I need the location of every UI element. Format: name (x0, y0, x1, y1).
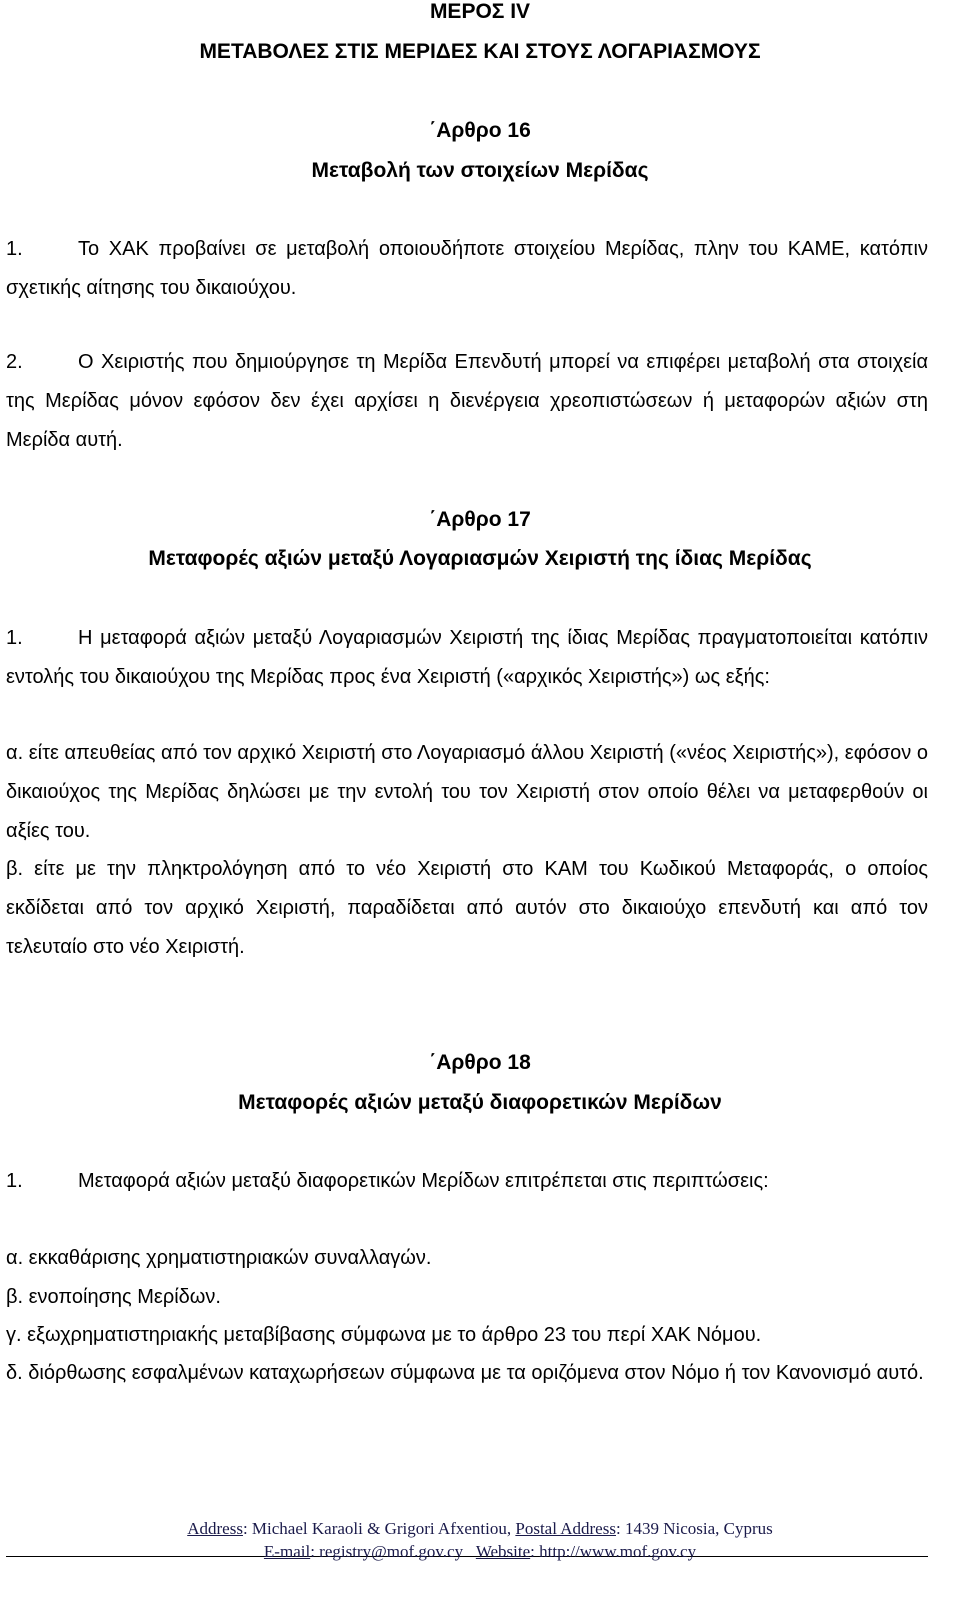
postal-address-label: Postal Address (515, 1519, 616, 1538)
email-label: E-mail (263, 1542, 311, 1561)
address-label: Address (187, 1519, 243, 1538)
part-heading: ΜΕΡΟΣ IV (429, 0, 531, 23)
article-18-item-b: β. ενοποίησης Μερίδων. (6, 1286, 221, 1308)
paragraph-number: 2. (6, 351, 23, 373)
article-16-paragraph-1 (6, 230, 928, 308)
article-17-paragraph-1 (6, 619, 928, 697)
article-18-heading: ΄Αρθρο 18 (429, 1051, 531, 1074)
paragraph-number: 1. (6, 238, 23, 260)
postal-address-value: : 1439 Nicosia, Cyprus (615, 1519, 773, 1538)
paragraph-text: Ο Χειριστής που δημιούργησε τη Μερίδα Επενδυτή μπορεί να επιφέρει μεταβολή στα στοιχεία της Μερίδας μόνον εφόσον δεν έχει αρχίσει η διενέργεια χρεοπιστώσεων ή μεταφορών αξιών στη Μερίδα αυτή. (6, 351, 928, 451)
website-label: Website (475, 1542, 531, 1561)
address-value: : Michael Karaoli & Grigori Afxentiou, (242, 1519, 516, 1538)
paragraph-text: Η μεταφορά αξιών μεταξύ Λογαριασμών Χειριστή της ίδιας Μερίδας πραγματοποιείται κατόπιν εντολής του δικαιούχου της Μερίδας προς ένα Χειριστή («αρχικός Χειριστής») ως εξής: (6, 627, 928, 688)
article-18-item-c: γ. εξωχρηματιστηριακής μεταβίβασης σύμφωνα με το άρθρο 23 του περί ΧΑΚ Νόμου. (6, 1324, 762, 1346)
article-18-item-a: α. εκκαθάρισης χρηματιστηριακών συναλλαγών. (6, 1247, 432, 1269)
article-17-heading: ΄Αρθρο 17 (429, 508, 531, 531)
paragraph-number: 1. (6, 1170, 23, 1192)
article-16-heading: ΄Αρθρο 16 (429, 119, 531, 142)
article-17-item-b: β. είτε με την πληκτρολόγηση από το νέο Χειριστή στο ΚΑΜ του Κωδικού Μεταφοράς, ο οποίος εκδίδεται από τον αρχικό Χειριστή, παραδίδεται από αυτόν στο δικαιούχο επενδυτή και από τον τελευταίο στο νέο Χειριστή. (6, 858, 928, 958)
paragraph-number: 1. (6, 627, 23, 649)
footer-contact-line (0, 1541, 960, 1563)
article-17-title: Μεταφορές αξιών μεταξύ Λογαριασμών Χειριστή της ίδιας Μερίδας (148, 547, 812, 570)
paragraph-text: Μεταφορά αξιών μεταξύ διαφορετικών Μερίδων επιτρέπεται στις περιπτώσεις: (78, 1170, 769, 1192)
article-16-title: Μεταβολή των στοιχείων Μερίδας (311, 159, 649, 182)
article-17-item-a: α. είτε απευθείας από τον αρχικό Χειριστή στο Λογαριασμό άλλου Χειριστή («νέος Χειριστής»), εφόσον ο δικαιούχος της Μερίδας δηλώσει με την εντολή του τον Χειριστή στον οποίο θέλει να μεταφερθούν οι αξίες του. (6, 742, 928, 842)
website-value[interactable]: : http://www.mof.gov.cy (530, 1542, 697, 1561)
email-value[interactable]: : registry@mof.gov.cy (310, 1542, 464, 1561)
article-18-title: Μεταφορές αξιών μεταξύ διαφορετικών Μερίδων (238, 1091, 722, 1114)
part-title: ΜΕΤΑΒΟΛΕΣ ΣΤΙΣ ΜΕΡΙΔΕΣ ΚΑΙ ΣΤΟΥΣ ΛΟΓΑΡΙΑΣΜΟΥΣ (199, 40, 761, 63)
article-16-paragraph-2 (6, 343, 928, 460)
footer-address-line (0, 1518, 960, 1540)
article-18-paragraph-1 (6, 1162, 928, 1201)
paragraph-text: Το ΧΑΚ προβαίνει σε μεταβολή οποιουδήποτε στοιχείου Μερίδας, πλην του ΚΑΜΕ, κατόπιν σχετικής αίτησης του δικαιούχου. (6, 238, 928, 299)
article-18-item-d: δ. διόρθωσης εσφαλμένων καταχωρήσεων σύμφωνα με τα οριζόμενα στον Νόμο ή τον Κανονισμό αυτό. (6, 1362, 924, 1384)
